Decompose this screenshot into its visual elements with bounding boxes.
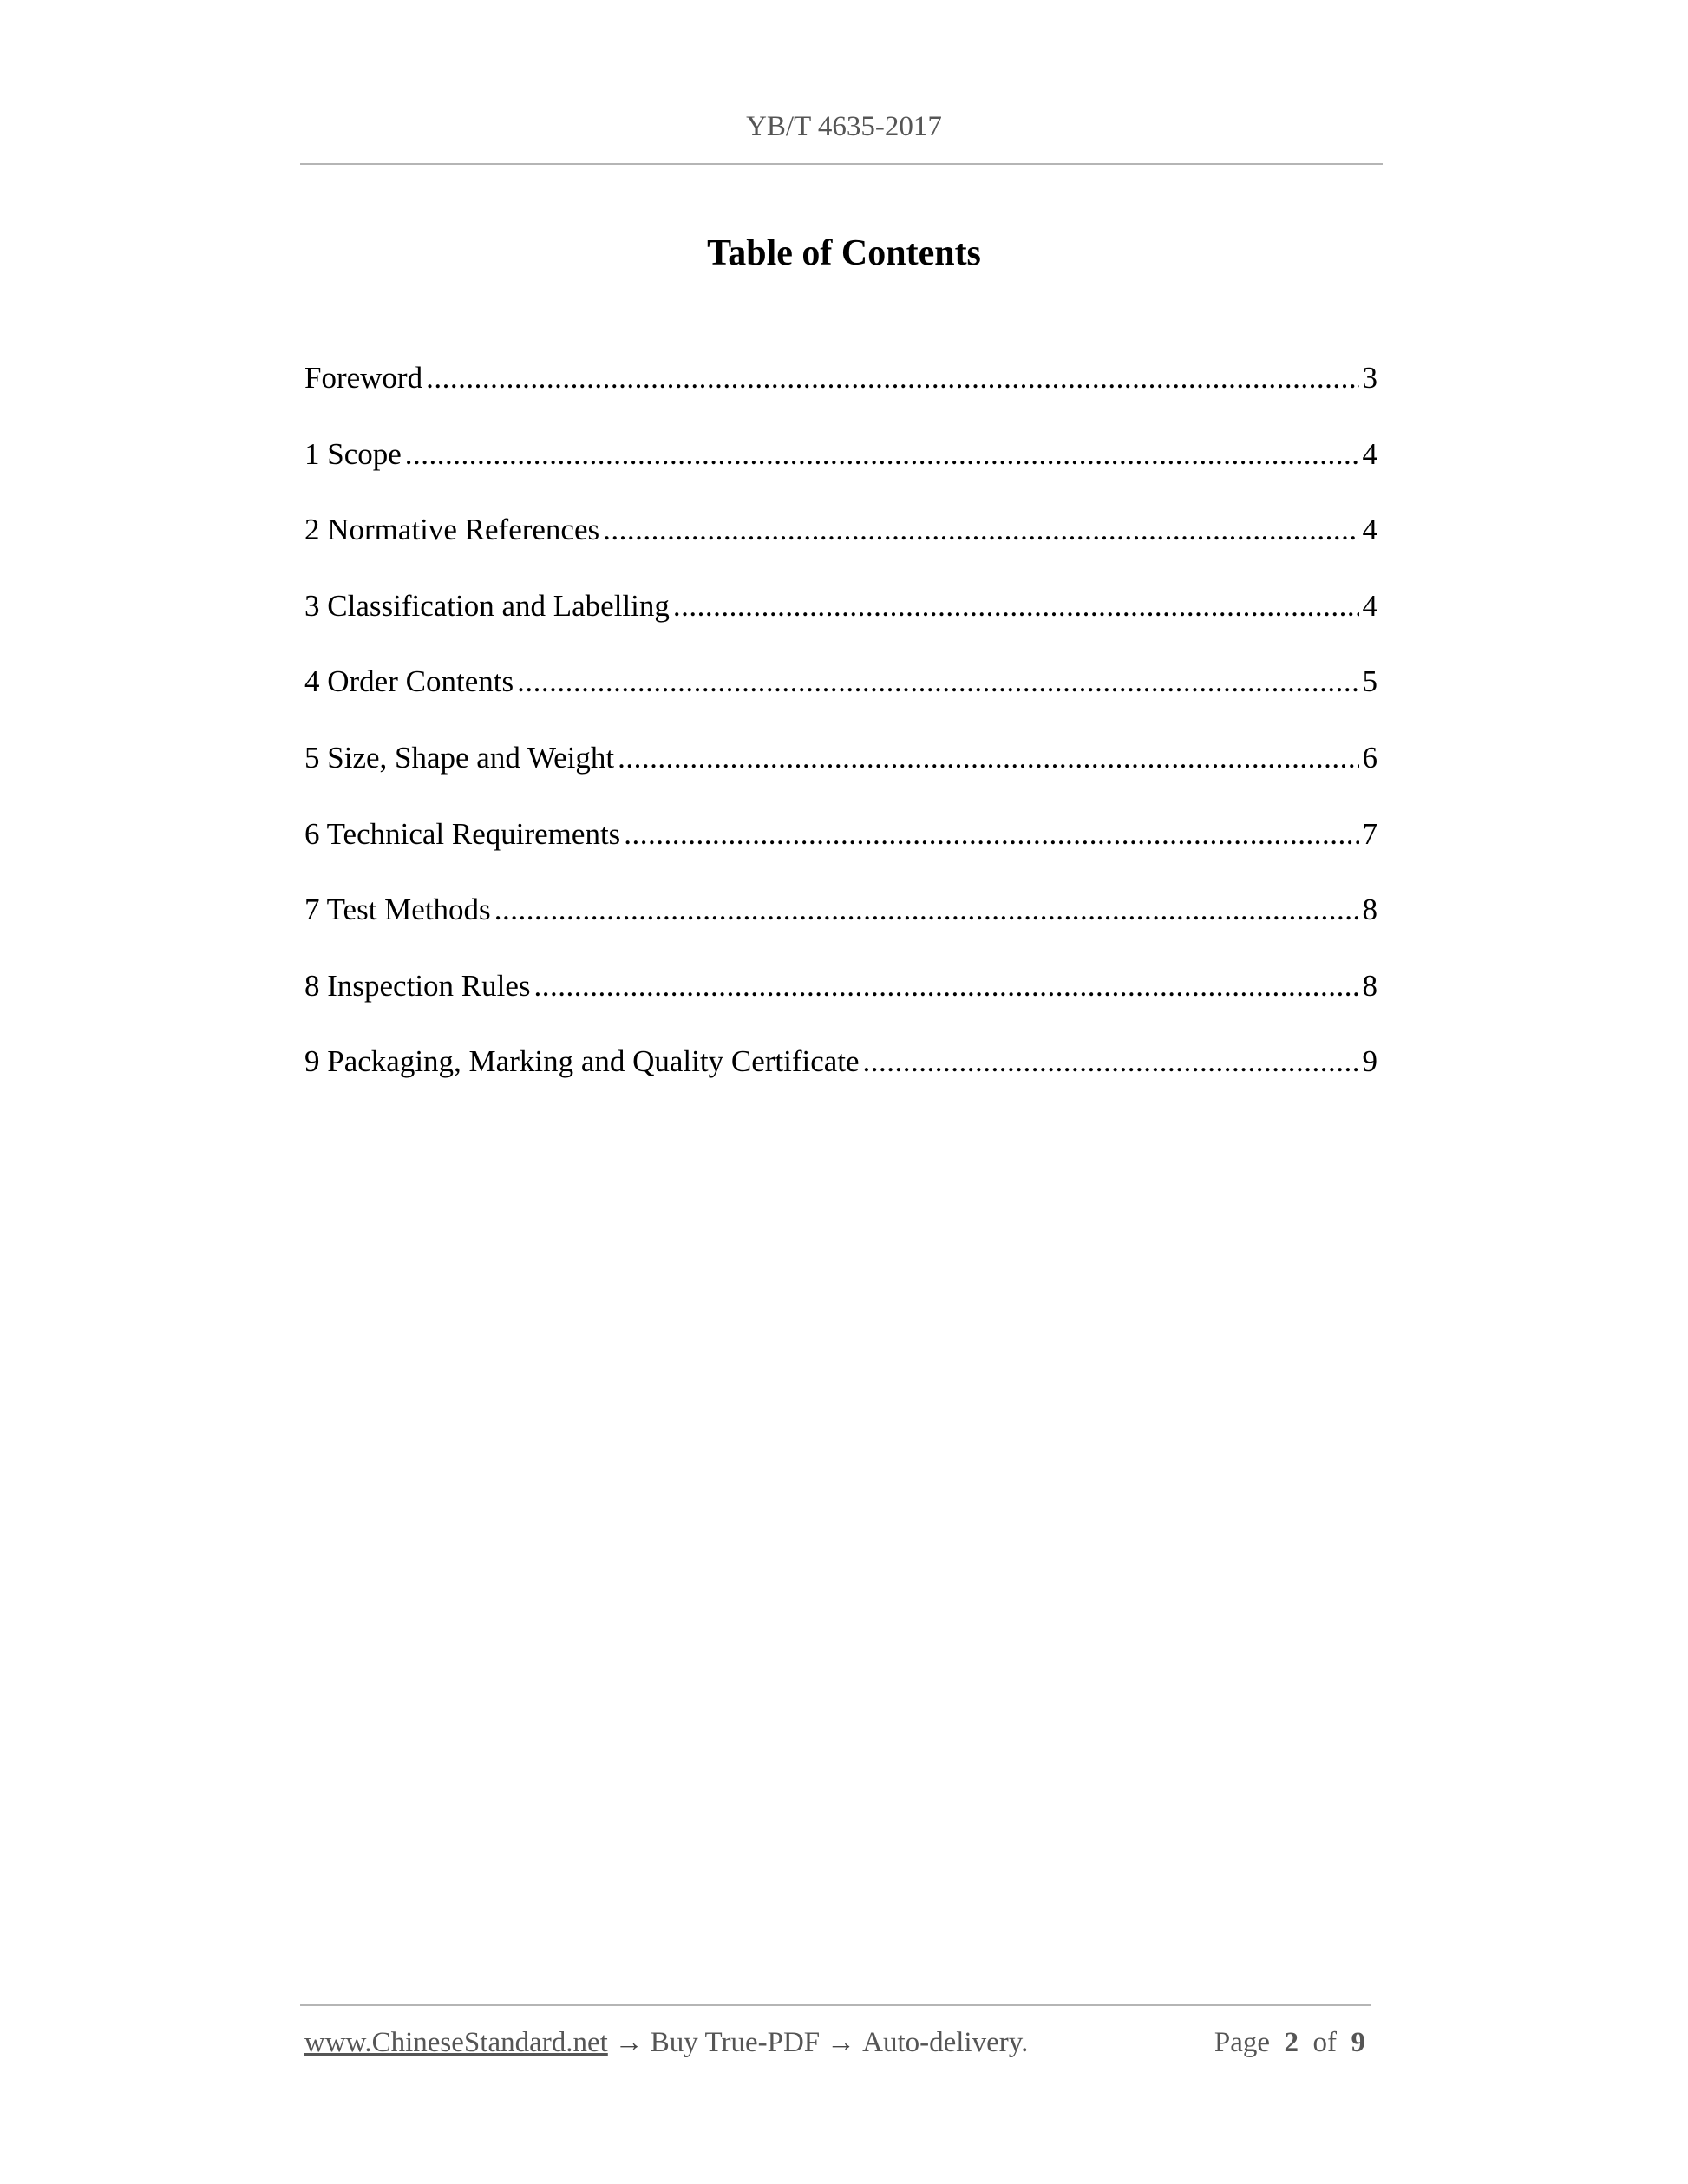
toc-dot-leader: [517, 660, 1358, 703]
toc-entry-page: 8: [1362, 893, 1377, 927]
toc-dot-leader: [603, 508, 1358, 552]
toc-list: [304, 356, 1377, 1116]
toc-entry-page: 7: [1362, 816, 1377, 851]
toc-entry-label: 8 Inspection Rules: [304, 968, 531, 1003]
toc-entry-test-methods[interactable]: [304, 888, 1377, 964]
footer-step-buy: Buy True-PDF: [650, 2027, 821, 2058]
toc-entry-classification[interactable]: [304, 585, 1377, 661]
toc-entry-inspection-rules[interactable]: [304, 964, 1377, 1041]
toc-entry-page: 6: [1362, 740, 1377, 775]
toc-entry-page: 5: [1362, 664, 1377, 699]
toc-entry-size-shape-weight[interactable]: [304, 736, 1377, 813]
toc-entry-label: 7 Test Methods: [304, 893, 491, 927]
toc-dot-leader: [673, 585, 1359, 628]
right-arrow-icon: →: [614, 2027, 644, 2058]
toc-dot-leader: [624, 813, 1358, 856]
toc-dot-leader: [863, 1040, 1359, 1083]
toc-entry-technical-requirements[interactable]: [304, 813, 1377, 889]
toc-entry-scope[interactable]: [304, 433, 1377, 509]
toc-entry-label: 5 Size, Shape and Weight: [304, 740, 615, 775]
toc-entry-label: 2 Normative References: [304, 513, 600, 547]
toc-dot-leader: [426, 356, 1358, 400]
toc-entry-page: 4: [1362, 436, 1377, 471]
toc-entry-page: 4: [1362, 513, 1377, 547]
right-arrow-icon: →: [827, 2027, 856, 2058]
toc-entry-label: 4 Order Contents: [304, 664, 514, 699]
toc-entry-order-contents[interactable]: [304, 660, 1377, 736]
footer-divider: [300, 2004, 1371, 2006]
page-indicator: [1214, 2025, 1365, 2060]
toc-dot-leader: [405, 433, 1359, 476]
toc-entry-page: 9: [1362, 1044, 1377, 1079]
toc-title: Table of Contents: [707, 233, 981, 273]
toc-dot-leader: [618, 736, 1358, 780]
toc-dot-leader: [534, 964, 1359, 1008]
of-word: of: [1312, 2027, 1337, 2058]
toc-entry-label: 6 Technical Requirements: [304, 816, 621, 851]
toc-entry-label: Foreword: [304, 361, 423, 395]
website-link[interactable]: www.ChineseStandard.net: [304, 2027, 608, 2058]
toc-entry-foreword[interactable]: [304, 356, 1377, 433]
toc-entry-normative-references[interactable]: [304, 508, 1377, 585]
current-page-number: 2: [1284, 2027, 1299, 2058]
total-pages-number: 9: [1351, 2027, 1365, 2058]
footer-step-delivery: Auto-delivery.: [862, 2027, 1029, 2058]
header-divider: [300, 163, 1383, 165]
toc-entry-page: 4: [1362, 588, 1377, 623]
toc-dot-leader: [494, 888, 1359, 932]
page-word: Page: [1214, 2027, 1270, 2058]
toc-entry-label: 1 Scope: [304, 436, 402, 471]
toc-entry-page: 8: [1362, 968, 1377, 1003]
header-doc-code: YB/T 4635-2017: [746, 111, 942, 142]
toc-entry-label: 3 Classification and Labelling: [304, 588, 670, 623]
toc-entry-page: 3: [1362, 361, 1377, 395]
toc-entry-packaging-marking[interactable]: [304, 1040, 1377, 1116]
toc-entry-label: 9 Packaging, Marking and Quality Certificate: [304, 1044, 860, 1079]
footer-promo: [304, 2025, 1028, 2060]
